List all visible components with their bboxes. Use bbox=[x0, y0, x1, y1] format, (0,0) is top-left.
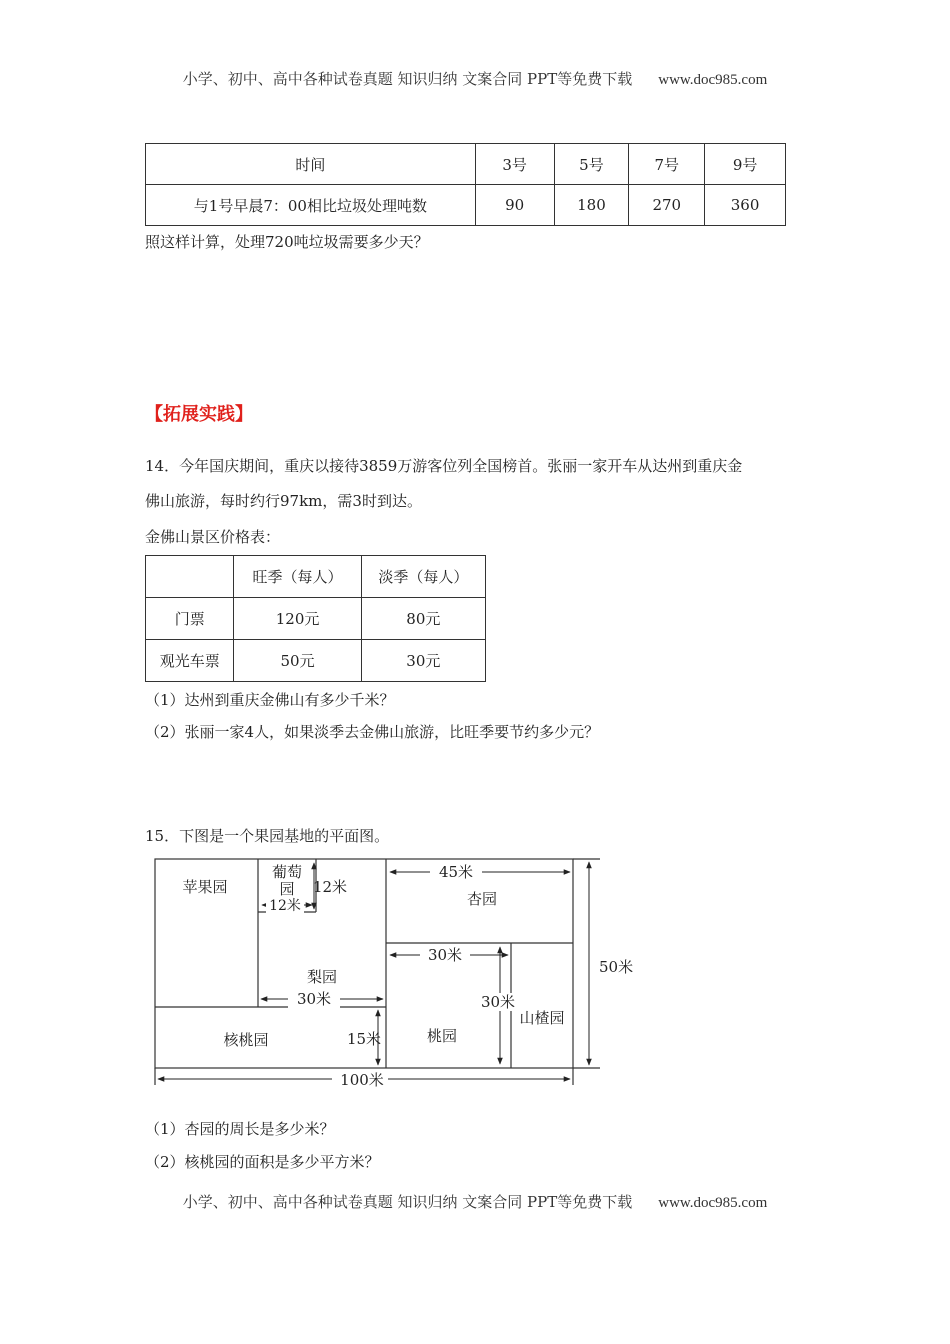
label-dim-12a: 12米 bbox=[269, 898, 301, 914]
price-header-off: 淡季（每人） bbox=[361, 556, 485, 598]
table1-value: 180 bbox=[554, 185, 629, 226]
footer-site: www.doc985.com bbox=[658, 1195, 768, 1211]
label-dim-30c: 30米 bbox=[480, 993, 516, 1011]
label-grape-1: 葡萄 bbox=[271, 863, 303, 881]
table1-row-label: 与1号早晨7：00相比垃圾处理吨数 bbox=[146, 185, 476, 226]
price-cell: 50元 bbox=[234, 640, 361, 682]
q14-table-caption: 金佛山景区价格表： bbox=[145, 528, 281, 546]
label-apple: 苹果园 bbox=[182, 878, 228, 896]
page-footer bbox=[0, 1191, 950, 1212]
price-row-label: 门票 bbox=[146, 598, 234, 640]
label-dim-100: 100米 bbox=[340, 1071, 384, 1089]
table1-value: 360 bbox=[705, 185, 786, 226]
header-site: www.doc985.com bbox=[658, 72, 768, 88]
table1-header-day9: 9号 bbox=[705, 144, 786, 185]
label-pear: 梨园 bbox=[306, 968, 338, 986]
price-cell: 80元 bbox=[361, 598, 485, 640]
q14-sub2: （2）张丽一家4人，如果淡季去金佛山旅游，比旺季要节约多少元？ bbox=[145, 723, 600, 741]
label-hawthorn: 山楂园 bbox=[519, 1009, 565, 1027]
price-header-peak: 旺季（每人） bbox=[234, 556, 361, 598]
header-text: 小学、初中、高中各种试卷真题 知识归纳 文案合同 PPT等免费下载 bbox=[182, 70, 633, 88]
label-walnut: 核桃园 bbox=[223, 1031, 269, 1049]
q15-sub2: （2）核桃园的面积是多少平方米？ bbox=[145, 1153, 380, 1171]
label-dim-45: 45米 bbox=[438, 863, 474, 881]
label-dim-12b: 12米 bbox=[312, 878, 348, 896]
table1-header-day3: 3号 bbox=[475, 144, 554, 185]
table1-value: 90 bbox=[475, 185, 554, 226]
label-dim-30b: 30米 bbox=[296, 990, 332, 1008]
table1-value: 270 bbox=[629, 185, 705, 226]
label-dim-50: 50米 bbox=[599, 958, 634, 976]
q14-sub1: （1）达州到重庆金佛山有多少千米？ bbox=[145, 691, 395, 709]
section-title: 【拓展实践】 bbox=[145, 404, 253, 425]
table1-header-day5: 5号 bbox=[554, 144, 629, 185]
table1-header-time: 时间 bbox=[146, 144, 476, 185]
price-cell: 30元 bbox=[361, 640, 485, 682]
q14-line1: 14．今年国庆期间，重庆以接待3859万游客位列全国榜首。张丽一家开车从达州到重庆金 bbox=[145, 457, 743, 475]
q14-line2: 佛山旅游，每时约行97km，需3时到达。 bbox=[145, 492, 422, 510]
label-peach: 桃园 bbox=[426, 1027, 458, 1045]
price-cell: 120元 bbox=[234, 598, 361, 640]
table1-header-day7: 7号 bbox=[629, 144, 705, 185]
footer-text: 小学、初中、高中各种试卷真题 知识归纳 文案合同 PPT等免费下载 bbox=[182, 1193, 633, 1211]
price-row-label: 观光车票 bbox=[146, 640, 234, 682]
q15-sub1: （1）杏园的周长是多少米？ bbox=[145, 1120, 335, 1138]
label-apricot: 杏园 bbox=[466, 890, 498, 908]
label-grape-2: 园 bbox=[279, 880, 295, 898]
q15-intro: 15．下图是一个果园基地的平面图。 bbox=[145, 827, 390, 845]
label-dim-15: 15米 bbox=[346, 1030, 382, 1048]
q13-question: 照这样计算，处理720吨垃圾需要多少天？ bbox=[145, 233, 429, 251]
label-dim-30a: 30米 bbox=[427, 946, 463, 964]
